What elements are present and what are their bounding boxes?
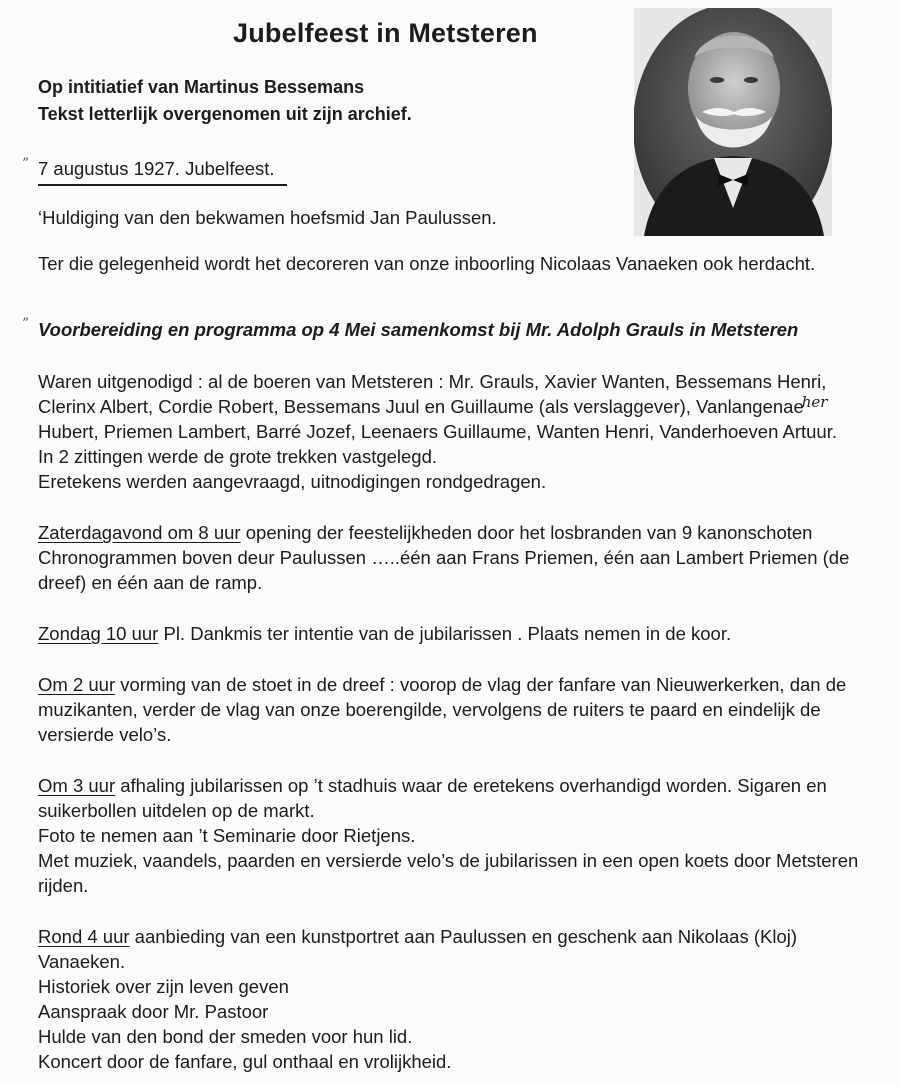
source-note: Tekst letterlijk overgenomen uit zijn archief. [38, 104, 412, 124]
invited-line: Waren uitgenodigd : al de boeren van Metsteren : Mr. Grauls, Xavier Wanten, Bessemans Henri, [38, 371, 827, 392]
program-line: dreef) en één aan de ramp. [38, 572, 263, 593]
program-item [38, 672, 846, 698]
program-time: Om 2 uur [38, 674, 116, 695]
program-line: Chronogrammen boven deur Paulussen …..één aan Frans Priemen, één aan Lambert Priemen (de [38, 547, 850, 568]
program-line: suikerbollen uitdelen op de markt. [38, 800, 315, 821]
program-line: Met muziek, vaandels, paarden en versierde velo’s de jubilarissen in een open koets door Metsteren [38, 850, 859, 871]
program-item [38, 621, 731, 647]
program-line: versierde velo’s. [38, 724, 172, 745]
program-line: Aanspraak door Mr. Pastoor [38, 1001, 269, 1022]
handwritten-correction: her [801, 393, 828, 411]
program-time: Rond 4 uur [38, 926, 130, 947]
initiative-line: Op intitiatief van Martinus Bessemans [38, 77, 365, 97]
program-line: Hulde van den bond der smeden voor hun lid. [38, 1026, 413, 1047]
program-item [38, 924, 797, 950]
preparation-heading: Voorbereiding en programma op 4 Mei samenkomst bij Mr. Adolph Grauls in Metsteren [38, 319, 799, 340]
invited-text: Clerinx Albert, Cordie Robert, Bessemans Juul en Guillaume (als verslaggever), Vanlangenae [38, 396, 804, 417]
program-text: vorming van de stoet in de dreef : voorop de vlag der fanfare van Nieuwerkerken, dan de [115, 674, 847, 695]
program-line: Koncert door de fanfare, gul onthaal en vrolijkheid. [38, 1051, 452, 1072]
program-line: Vanaeken. [38, 951, 126, 972]
portrait-photo [634, 8, 832, 236]
invited-line: Eretekens werden aangevraagd, uitnodigingen rondgedragen. [38, 471, 547, 492]
program-line: Historiek over zijn leven geven [38, 976, 289, 997]
date-line: 7 augustus 1927. Jubelfeest. [38, 158, 287, 186]
invited-line: Hubert, Priemen Lambert, Barré Jozef, Leenaers Guillaume, Wanten Henri, Vanderhoeven Artuur. [38, 421, 837, 442]
occasion-line: Ter die gelegenheid wordt het decoreren van onze inboorling Nicolaas Vanaeken ook herdacht. [38, 253, 816, 274]
document-title: Jubelfeest in Metsteren [233, 18, 538, 48]
program-item [38, 520, 812, 546]
program-text: Pl. Dankmis ter intentie van de jubilarissen . Plaats nemen in de koor. [158, 623, 732, 644]
margin-mark: ” [22, 156, 30, 172]
program-text: afhaling jubilarissen op ’t stadhuis waar de eretekens overhandigd worden. Sigaren en [115, 775, 827, 796]
program-text: aanbieding van een kunstportret aan Paulussen en geschenk aan Nikolaas (Kloj) [129, 926, 798, 947]
program-item [38, 773, 827, 799]
program-time: Om 3 uur [38, 775, 116, 796]
tribute-line: ‘Huldiging van den bekwamen hoefsmid Jan Paulussen. [38, 207, 497, 228]
program-time: Zondag 10 uur [38, 623, 159, 644]
margin-mark: ” [22, 316, 30, 332]
invited-line [38, 394, 827, 422]
program-time: Zaterdagavond om 8 uur [38, 522, 241, 543]
program-text: opening der feestelijkheden door het losbranden van 9 kanonschoten [240, 522, 813, 543]
portrait-image [634, 8, 832, 236]
invited-line: In 2 zittingen werde de grote trekken vastgelegd. [38, 446, 438, 467]
program-line: muzikanten, verder de vlag van onze boerengilde, vervolgens de ruiters te paard en eindelijk de [38, 699, 821, 720]
program-line: rijden. [38, 875, 89, 896]
program-line: Foto te nemen aan ’t Seminarie door Rietjens. [38, 825, 416, 846]
